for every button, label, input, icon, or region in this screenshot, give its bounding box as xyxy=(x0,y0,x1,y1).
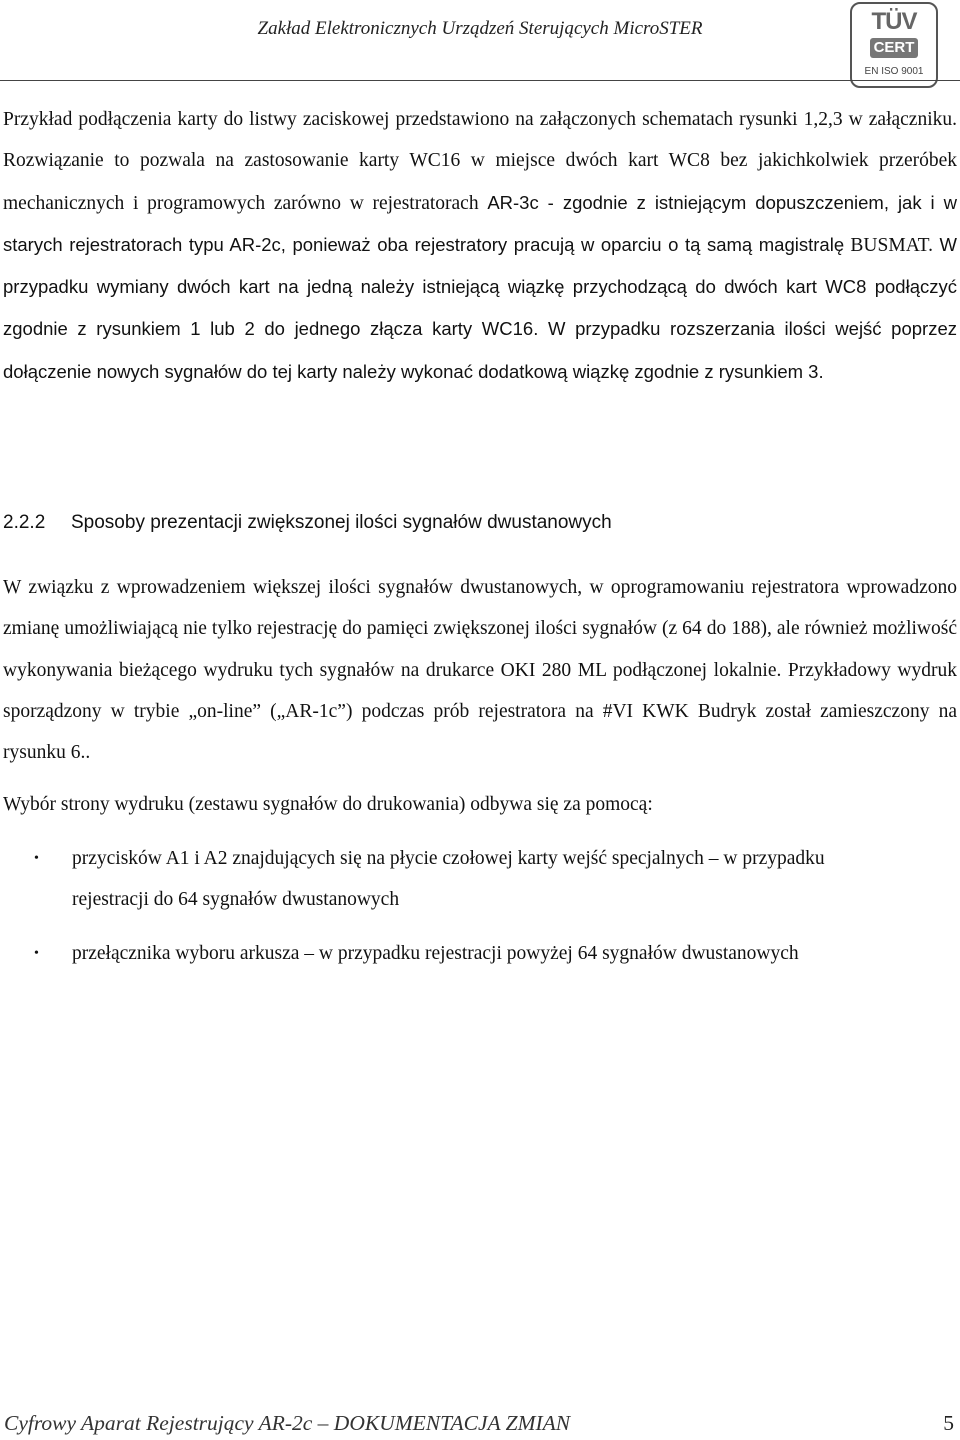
paragraph-connection-part3: BUSMAT. xyxy=(844,234,933,256)
page-number: 5 xyxy=(943,1411,954,1435)
tuv-cert-logo xyxy=(850,2,938,88)
list-item xyxy=(0,933,900,974)
bullet-list xyxy=(0,838,900,974)
list-item-text: przełącznika wyboru arkusza – w przypadku rejestracji powyżej 64 sygnałów dwustanowych xyxy=(72,942,799,964)
paragraph-connection-part4: W przypadku wymiany dwóch kart na jedną należy istniejącą wiązkę przychodzącą do dwóch kart WC8 podłączyć zgodnie z rysunkiem 1 lub 2 do jednego złącza karty WC16. xyxy=(3,233,957,340)
list-item-text: przycisków A1 i A2 znajdujących się na płycie czołowej karty wejść specjalnych – w przypadku rejestracji do 64 sygnałów dwustanowych xyxy=(72,848,825,911)
section-number: 2.2.2 xyxy=(3,512,46,533)
logo-tuv-text: TÜV xyxy=(871,8,917,35)
paragraph-selection: Wybór strony wydruku (zestawu sygnałów do drukowania) odbywa się za pomocą: xyxy=(3,794,653,815)
paragraph-connection-part5: W przypadku rozszerzania ilości wejść poprzez dołączenie nowych sygnałów do tej karty należy wykonać dodatkową wiązkę zgodnie z rysunkiem 3. xyxy=(3,318,957,382)
logo-cert-text: CERT xyxy=(870,38,918,58)
header-divider xyxy=(0,80,960,81)
paragraph-connection-part2: AR-3c - zgodnie z istniejącym dopuszczeniem, jak i w starych rejestratorach typu AR-2c, ponieważ oba rejestratory pracują w oparciu o tą samą magistralę xyxy=(3,191,958,255)
section-heading xyxy=(3,508,903,538)
bullet-icon: • xyxy=(34,851,39,866)
section-title: Sposoby prezentacji zwiększonej ilości sygnałów dwustanowych xyxy=(71,512,612,533)
paragraph-connection-part1: Przykład podłączenia karty do listwy zaciskowej przedstawiono na załączonych schematach rysunki 1,2,3 w załączniku. Rozwiązanie to pozwala na zastosowanie karty WC16 w miejsce dwóch kart WC8 bez jakichkolwiek przeróbek mechanicznych i programowych zarówno w rejestratorach xyxy=(3,109,957,214)
paragraph-connection xyxy=(3,99,957,393)
bullet-icon: • xyxy=(34,945,39,961)
header-title: Zakład Elektronicznych Urządzeń Sterujących MicroSTER xyxy=(257,18,703,39)
paragraph-intro: W związku z wprowadzeniem większej ilości sygnałów dwustanowych, w oprogramowaniu rejestratora wprowadzono zmianę umożliwiającą nie tylko rejestrację do pamięci zwiększonej ilości sygnałów (z 64 do 188), ale również możliwość wykonywania bieżącego wydruku tych sygnałów na drukarce OKI 280 ML podłączonej lokalnie. Przykładowy wydruk sporządzony w trybie „on-line” („AR-1c”) podczas prób rejestratora na #VI KWK Budryk został zamieszczony na rysunku 6.. xyxy=(3,577,957,764)
logo-iso-text: EN ISO 9001 xyxy=(864,66,924,77)
footer-title: Cyfrowy Aparat Rejestrujący AR-2c – DOKUMENTACJA ZMIAN xyxy=(4,1411,571,1435)
list-item xyxy=(0,838,900,921)
